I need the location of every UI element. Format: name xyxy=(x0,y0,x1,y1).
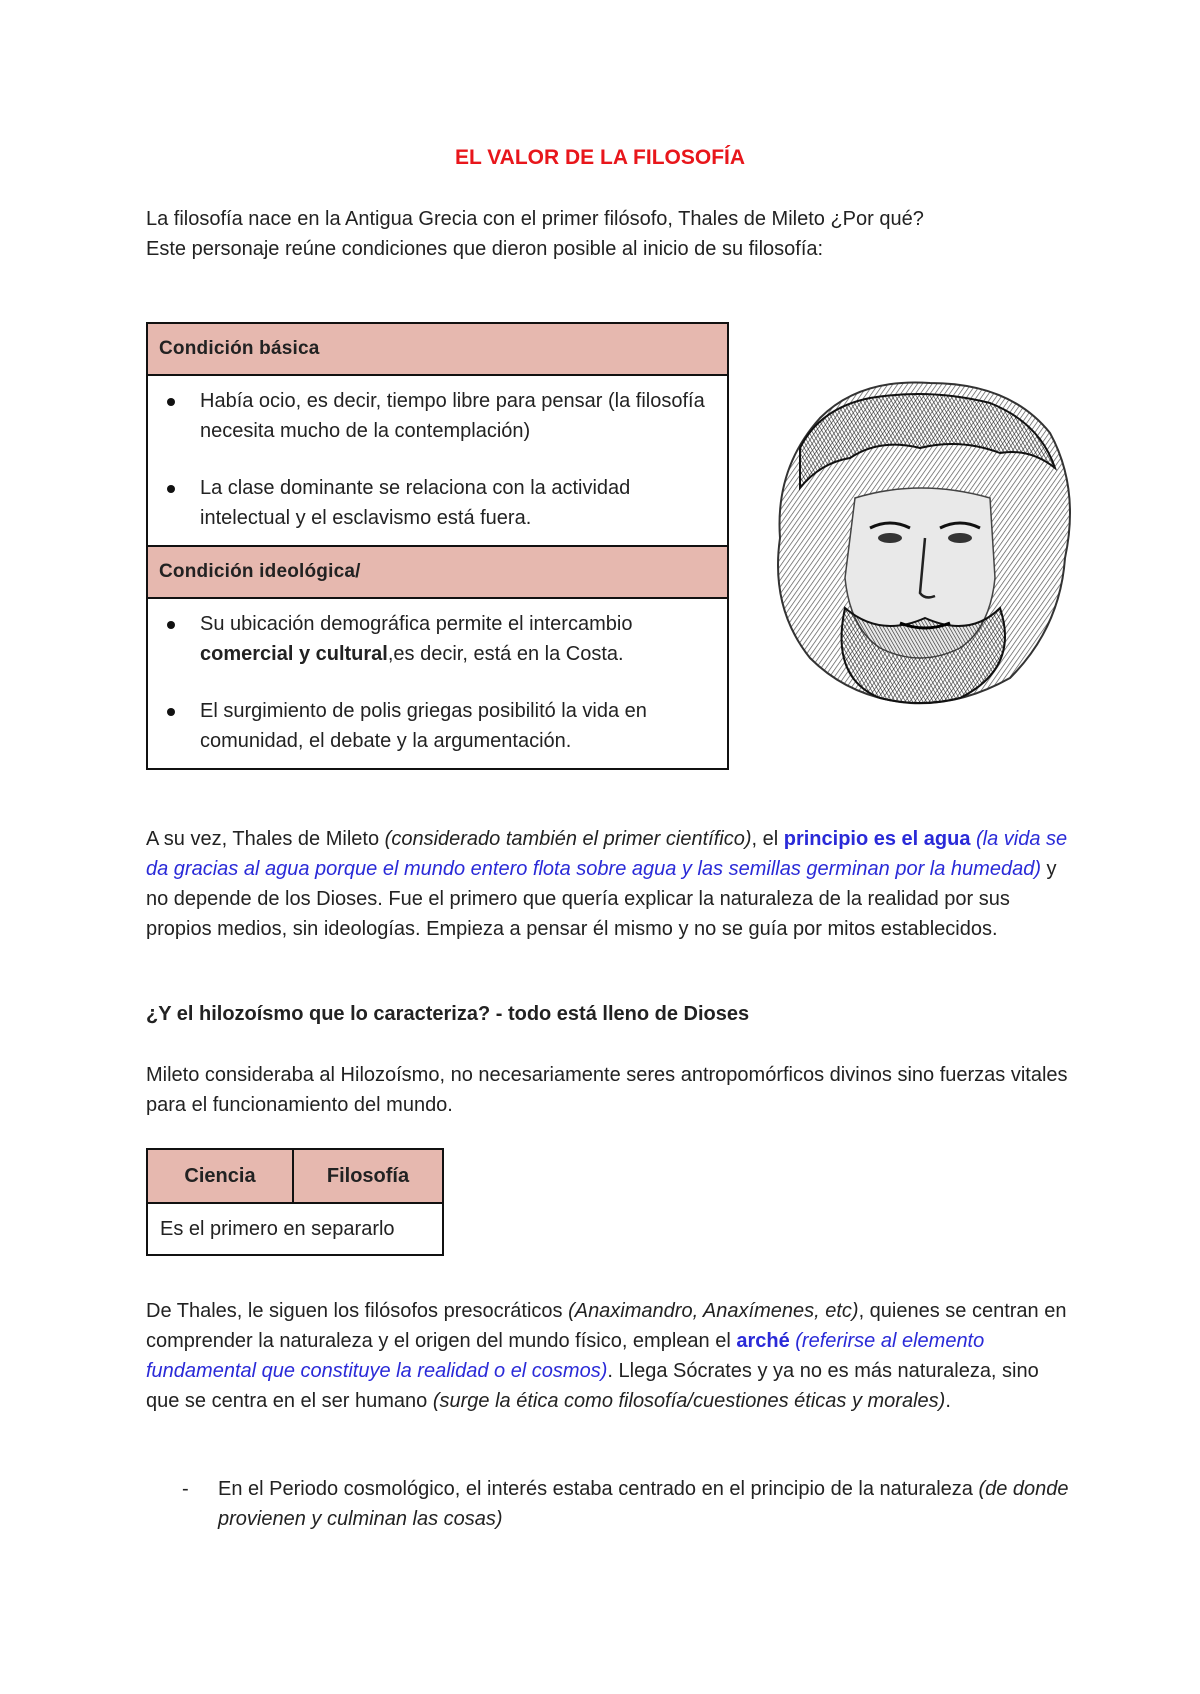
text-run: En el Periodo cosmológico, el interés estaba centrado en el principio de la naturaleza xyxy=(218,1478,979,1500)
list-item xyxy=(159,473,707,533)
bullet-text: La clase dominante se relaciona con la actividad intelectual y el esclavismo está fuera. xyxy=(200,477,631,529)
text-run: , quienes se centran en comprender la naturaleza y el origen del mundo físico, emplean el xyxy=(146,1300,1067,1352)
text-run: . Llega Sócrates y ya no es más naturaleza, sino que se centra en el ser humano xyxy=(146,1360,1039,1412)
list-item xyxy=(159,609,707,669)
basic-condition-header: Condición básica xyxy=(148,324,727,376)
italic-note: (considerado también el primer científico) xyxy=(384,828,752,850)
intro-paragraph xyxy=(146,204,1096,264)
bullet-icon xyxy=(159,609,200,669)
dash-marker: - xyxy=(182,1478,189,1500)
list-item xyxy=(159,696,707,756)
italic-note: (surge la ética como filosofía/cuestiones éticas y morales) xyxy=(432,1390,946,1412)
bullet-icon xyxy=(159,473,200,533)
list-item xyxy=(146,1474,1096,1534)
thales-portrait-icon xyxy=(760,378,1078,706)
conditions-table xyxy=(146,322,729,770)
text-run: . xyxy=(945,1390,951,1412)
text-run: , el xyxy=(751,828,784,850)
text-run: A su vez, Thales de Mileto xyxy=(146,828,385,850)
table-header-ciencia: Ciencia xyxy=(147,1149,293,1203)
italic-note: (Anaximandro, Anaxímenes, etc) xyxy=(568,1300,859,1322)
bullet-text-part: Su ubicación demográfica permite el intercambio xyxy=(200,613,633,635)
bullet-text: Había ocio, es decir, tiempo libre para pensar (la filosofía necesita mucho de la contemplación) xyxy=(200,390,705,442)
ideological-condition-body xyxy=(148,599,727,768)
bullet-icon xyxy=(159,696,200,756)
page-title: EL VALOR DE LA FILOSOFÍA xyxy=(454,146,746,169)
bullet-text-part: ,es decir, está en la Costa. xyxy=(387,643,624,665)
key-term: arché xyxy=(736,1330,790,1352)
blue-italic-note: (la vida se da gracias al agua porque el mundo entero flota sobre agua y las semillas germinan por la humedad) xyxy=(146,828,1068,880)
intro-line-2: Este personaje reúne condiciones que dieron posible al inicio de su filosofía: xyxy=(146,238,824,260)
presocratics-paragraph xyxy=(146,1296,1076,1416)
table-cell: Es el primero en separarlo xyxy=(147,1203,443,1255)
text-run: De Thales, le siguen los filósofos presocráticos xyxy=(146,1300,569,1322)
text-run: y no depende de los Dioses. Fue el primero que quería explicar la naturaleza de la realidad por sus propios medios, sin ideologías. Empieza a pensar él mismo y no se guía por mitos establecidos. xyxy=(146,858,1057,940)
table-header-filosofia: Filosofía xyxy=(293,1149,443,1203)
blue-italic-note: (referirse al elemento fundamental que constituye la realidad o el cosmos) xyxy=(146,1330,985,1382)
bullet-icon xyxy=(159,386,200,446)
bullet-text xyxy=(200,609,707,669)
basic-condition-body xyxy=(148,376,727,547)
ideological-condition-header: Condición ideológica/ xyxy=(148,547,727,599)
bold-phrase: comercial y cultural xyxy=(200,643,388,665)
list-item xyxy=(159,386,707,446)
science-philosophy-table xyxy=(146,1148,444,1256)
thales-paragraph xyxy=(146,824,1076,944)
bullet-text: El surgimiento de polis griegas posibilitó la vida en comunidad, el debate y la argumentación. xyxy=(200,700,647,752)
hilozoism-paragraph: Mileto consideraba al Hilozoísmo, no necesariamente seres antropomórficos divinos sino fuerzas vitales para el funcionamiento del mundo. xyxy=(146,1064,1068,1116)
list-item-text xyxy=(218,1474,1096,1534)
section-heading: ¿Y el hilozoísmo que lo caracteriza? - todo está lleno de Dioses xyxy=(146,1003,750,1025)
intro-line-1: La filosofía nace en la Antigua Grecia con el primer filósofo, Thales de Mileto ¿Por qué? xyxy=(146,208,924,230)
italic-note: (de donde provienen y culminan las cosas) xyxy=(218,1478,1069,1530)
key-term: principio es el agua xyxy=(783,828,971,850)
